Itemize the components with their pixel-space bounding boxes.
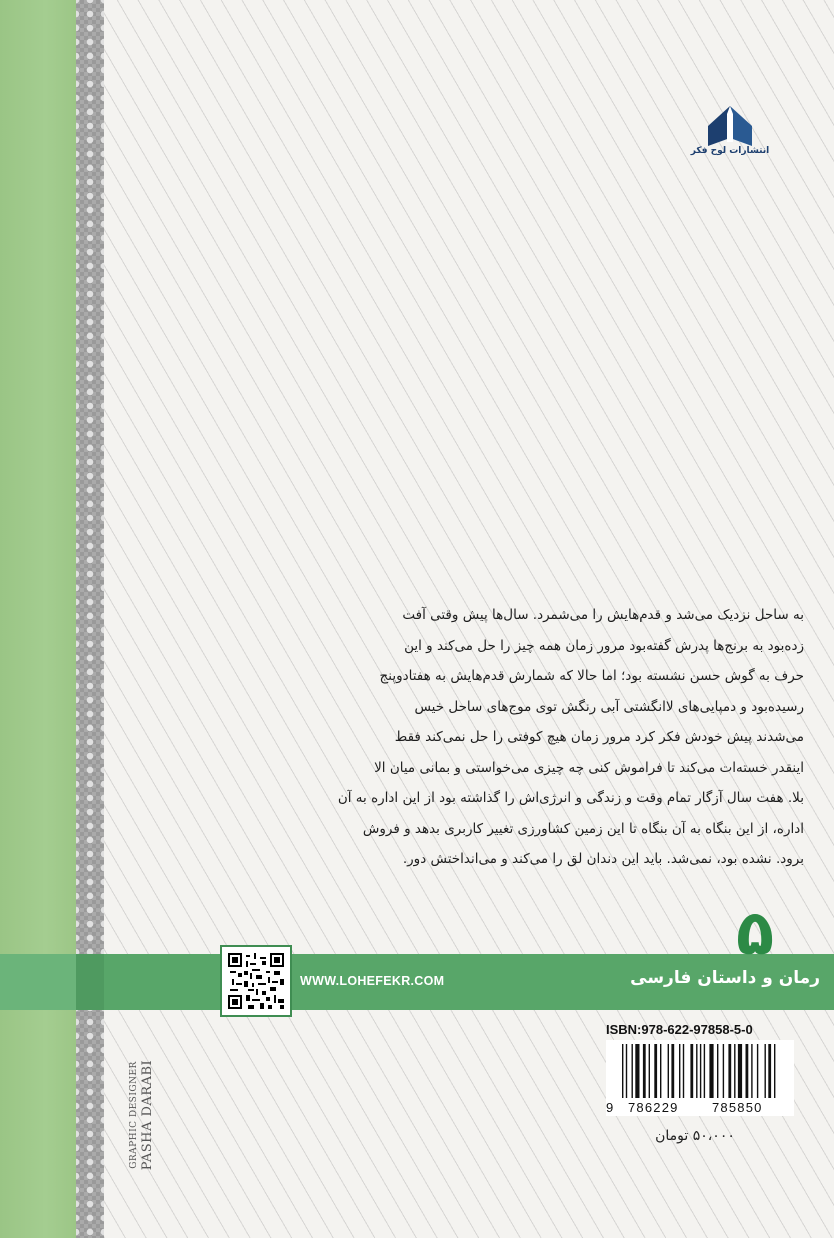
blurb-line: اینقدر خسته‌ات می‌کند تا فراموش کنی چه چیزی می‌خواستی و بمانی میان الا: [374, 759, 804, 776]
qr-code-frame[interactable]: [220, 945, 292, 1017]
barcode-digit-first: 9: [606, 1100, 614, 1115]
blurb-line: اداره، از این بنگاه به آن بنگاه تا این زمین کشاورزی تغییر کاربری بدهد و فروش: [362, 820, 804, 837]
barcode-digits: [606, 1100, 794, 1114]
blurb-line: حرف به گوش حسن نشسته بود؛ اما حالا که شمارش قدم‌هایش به هفتادوپنج: [379, 668, 804, 684]
blurb-line: رسیده‌بود و دمپایی‌های لاانگشتی آبی رنگش توی موج‌های ساحل خیس: [414, 698, 804, 715]
price-label: ۵۰،۰۰۰ تومان: [655, 1128, 735, 1144]
isbn-label: ISBN:978-622-97858-5-0: [606, 1022, 753, 1037]
series-label: رمان و داستان فارسی: [630, 968, 820, 988]
blurb-line: بلا. هفت سال آزگار تمام وقت و زندگی و انرژی‌اش را گذاشته بود از این اداره به آن: [337, 790, 804, 806]
barcode-digits-left: 786229: [628, 1100, 679, 1115]
designer-name: PASHA DARABI: [140, 1059, 155, 1171]
series-number: ۵: [736, 896, 774, 969]
website-link[interactable]: WWW.LOHEFEKR.COM: [300, 974, 445, 988]
barcode-digits-right: 785850: [712, 1100, 763, 1115]
qr-code-icon: [228, 953, 284, 1009]
blurb-line: به ساحل نزدیک می‌شد و قدم‌هایش را می‌شمرد. سال‌ها پیش وقتی آفت: [402, 607, 804, 623]
blurb-line: زده‌بود به برنج‌ها پدرش گفته‌بود مرور زمان همه چیز را حل می‌کند و این: [404, 637, 804, 654]
barcode-box: [606, 1040, 794, 1116]
back-cover-blurb: [254, 600, 804, 875]
spine-pattern-strip: [76, 0, 104, 1238]
designer-role: GRAPHIC DESIGNER: [129, 1061, 139, 1169]
barcode-icon: [612, 1044, 790, 1098]
blurb-line: برود. نشده بود، نمی‌شد. باید این دندان لق را می‌کند و می‌انداختش دور.: [402, 851, 804, 867]
left-green-strip: [0, 0, 76, 1238]
designer-credit: [108, 1010, 155, 1220]
series-band-pattern: [76, 954, 104, 1010]
blurb-line: می‌شدند پیش خودش فکر کرد مرور زمان هیچ کوفتی را حل نمی‌کند فقط: [394, 729, 804, 745]
series-band-left: [0, 954, 76, 1010]
publisher-name: انتشارات لوح فکر: [690, 146, 770, 156]
